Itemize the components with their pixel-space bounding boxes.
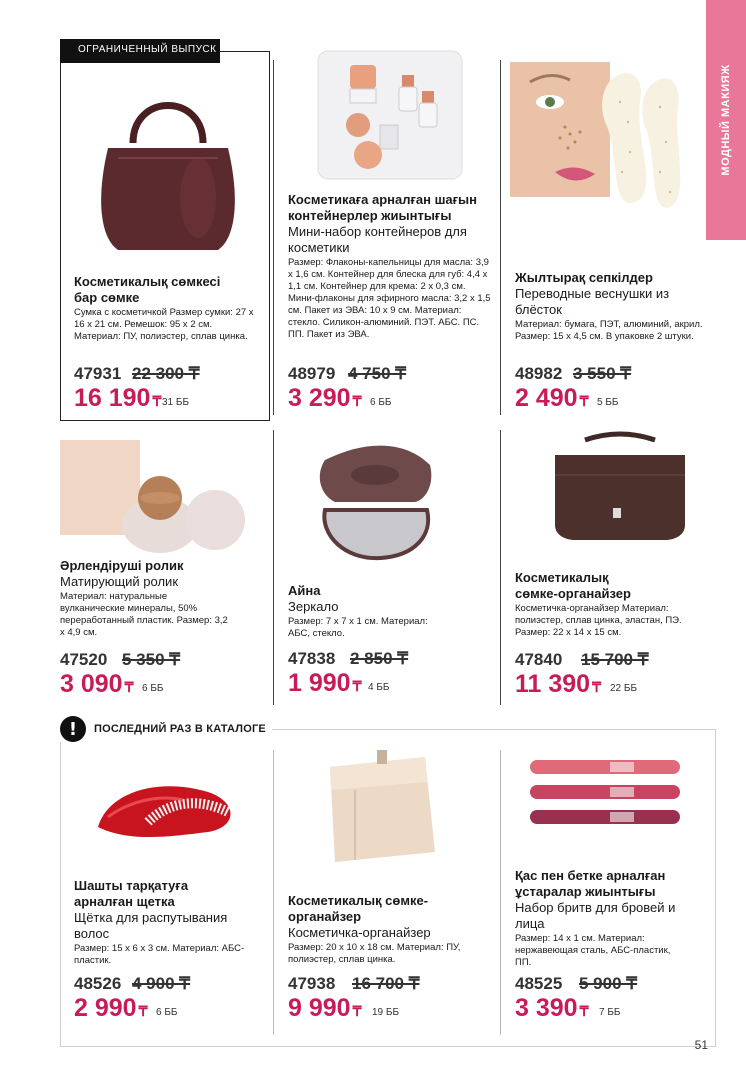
product-title-kz: Қас пен бетке арналған ұстаралар жиынтығы xyxy=(515,868,666,899)
limited-edition-badge: ОГРАНИЧЕННЫЙ ВЫПУСК xyxy=(60,39,220,63)
currency-icon: ₸ xyxy=(124,679,134,695)
product-price xyxy=(515,994,588,1023)
product-card[interactable] xyxy=(515,270,725,415)
product-title-ru: Набор бритв для бровей и лица xyxy=(515,900,676,931)
section-tab-label: МОДНЫЙ МАКИЯЖ xyxy=(720,64,732,176)
currency-icon: ₸ xyxy=(352,1003,362,1019)
column-divider xyxy=(273,430,274,705)
product-price xyxy=(288,384,361,413)
product-card[interactable] xyxy=(74,878,284,1028)
mini-containers-image xyxy=(310,45,470,185)
price-value: 3 090 xyxy=(60,670,123,698)
old-price: 15 700 ₸ xyxy=(581,650,649,669)
currency-icon: ₸ xyxy=(352,678,362,694)
old-price: 5 350 ₸ xyxy=(122,650,181,669)
product-title-kz: Шашты тарқатуға арналған щетка xyxy=(74,878,189,909)
bonus-points: 4 ББ xyxy=(368,682,390,693)
product-price xyxy=(515,384,588,413)
product-card[interactable] xyxy=(60,558,270,703)
last-chance-badge xyxy=(60,716,272,742)
section-tab[interactable] xyxy=(706,0,746,240)
price-value: 2 990 xyxy=(74,994,137,1022)
handbag-image xyxy=(88,88,248,258)
product-title-ru: Переводные веснушки из блёсток xyxy=(515,286,670,317)
product-title-kz: Косметикаға арналған шағын контейнерлер жиынтығы xyxy=(288,192,478,223)
currency-icon: ₸ xyxy=(592,679,602,695)
product-price xyxy=(74,994,147,1023)
column-divider xyxy=(500,750,501,1035)
product-description: Размер: Флаконы-капельницы для масла: 3,9 х 1,6 см. Контейнер для блеска для губ: 4,4 х 1,1 см. Контейнер для крема: 2 х 0,3 см. Мини-флаконы для эфирного масла: 3,2 х 1,5 см. Пакет из ЭВА: 10 х 9 см. Материал: стекло. Силикон-алюминий. ПЭТ. АБС. ПС. ПП. Пакет из ЭВА. xyxy=(288,257,491,340)
bonus-points: 31 ББ xyxy=(162,397,190,408)
old-price: 5 900 ₸ xyxy=(579,974,638,993)
product-card[interactable] xyxy=(515,868,725,1028)
product-title-ru: Косметичка-органайзер xyxy=(288,925,431,940)
product-title-ru: Щётка для распутывания волос xyxy=(74,910,228,941)
product-code: 47840 xyxy=(515,650,563,669)
product-card[interactable] xyxy=(288,583,498,703)
old-price: 4 900 ₸ xyxy=(132,974,191,993)
price-value: 1 990 xyxy=(288,669,351,697)
product-code: 47520 xyxy=(60,650,108,669)
product-description: Размер: 20 х 10 х 18 см. Материал: ПУ, полиэстер, сплав цинка. xyxy=(288,942,461,965)
bonus-points: 7 ББ xyxy=(599,1007,621,1018)
bonus-points: 5 ББ xyxy=(597,397,619,408)
razors-set-image xyxy=(520,755,690,835)
product-code: 48982 xyxy=(515,364,563,383)
bonus-points: 19 ББ xyxy=(372,1007,400,1018)
price-value: 11 390 xyxy=(515,670,591,698)
product-code: 48526 xyxy=(74,974,122,993)
price-value: 16 190 xyxy=(74,384,151,412)
product-price xyxy=(515,670,601,699)
product-description: Размер: 14 х 1 см. Материал: нержавеющая сталь, АБС-пластик, ПП. xyxy=(515,933,671,968)
product-description: Сумка с косметичкой Размер сумки: 27 х 16 х 21 см. Ремешок: 95 х 2 см. Материал: ПУ, полиэстер, сплав цинка. xyxy=(74,307,254,342)
product-title-ru: Мини-набор контейнеров для косметики xyxy=(288,224,467,255)
product-code: 47838 xyxy=(288,649,336,668)
bonus-points: 6 ББ xyxy=(370,397,392,408)
glitter-freckles-image xyxy=(510,62,690,222)
product-description: Косметичка-органайзер Материал: полиэстер, сплав цинка, эластан, ПЭ. Размер: 22 х 14 х 15 см. xyxy=(515,603,682,638)
bonus-points: 6 ББ xyxy=(142,683,164,694)
product-title-kz: Косметикалық сөмке-органайзер xyxy=(515,570,631,601)
product-price xyxy=(74,384,161,413)
product-code: 47938 xyxy=(288,974,336,993)
product-price xyxy=(288,669,361,698)
column-divider xyxy=(500,430,501,705)
bonus-points: 22 ББ xyxy=(610,683,638,694)
product-code: 47931 xyxy=(74,364,122,383)
mattifying-roller-image xyxy=(60,440,260,555)
product-card[interactable] xyxy=(288,893,498,1028)
price-value: 9 990 xyxy=(288,994,351,1022)
product-card[interactable] xyxy=(515,570,725,703)
product-price xyxy=(60,670,133,699)
column-divider xyxy=(500,60,501,415)
old-price: 3 550 ₸ xyxy=(573,364,632,383)
product-description: Размер: 7 х 7 х 1 см. Материал: АБС, стекло. xyxy=(288,616,428,639)
currency-icon: ₸ xyxy=(152,393,162,409)
product-code: 48979 xyxy=(288,364,336,383)
old-price: 16 700 ₸ xyxy=(352,974,420,993)
beige-organizer-image xyxy=(315,742,445,872)
detangling-brush-image xyxy=(88,772,248,847)
product-title-kz: Жылтырақ сепкілдер xyxy=(515,270,653,285)
product-title-kz: Айна xyxy=(288,583,321,598)
organizer-bag-image xyxy=(545,430,695,545)
product-title-ru: Матирующий ролик xyxy=(60,574,179,589)
old-price: 22 300 ₸ xyxy=(132,364,200,383)
page-number: 51 xyxy=(694,1038,708,1052)
currency-icon: ₸ xyxy=(138,1003,148,1019)
product-title-ru: Зеркало xyxy=(288,599,339,614)
product-price xyxy=(288,994,361,1023)
product-title-kz: Косметикалық сөмкесі бар сөмке xyxy=(74,274,221,305)
product-card[interactable] xyxy=(74,274,284,414)
currency-icon: ₸ xyxy=(579,1003,589,1019)
exclamation-icon: ! xyxy=(60,716,86,742)
price-value: 2 490 xyxy=(515,384,578,412)
product-title-kz: Косметикалық сөмке-органайзер xyxy=(288,893,429,924)
price-value: 3 390 xyxy=(515,994,578,1022)
product-title-kz: Әрлендіруші ролик xyxy=(60,558,184,573)
price-value: 3 290 xyxy=(288,384,351,412)
currency-icon: ₸ xyxy=(352,393,362,409)
currency-icon: ₸ xyxy=(579,393,589,409)
old-price: 4 750 ₸ xyxy=(348,364,407,383)
product-description: Размер: 15 х 6 х 3 см. Материал: АБС-пластик. xyxy=(74,943,245,966)
product-card[interactable] xyxy=(288,192,498,414)
product-code: 48525 xyxy=(515,974,563,993)
product-description: Материал: натуральные вулканические минералы, 50% переработанный пластик. Размер: 3,2 х 4,9 см. xyxy=(60,591,228,638)
mirror-image xyxy=(305,440,445,570)
bonus-points: 6 ББ xyxy=(156,1007,178,1018)
old-price: 2 850 ₸ xyxy=(350,649,409,668)
last-chance-label: ПОСЛЕДНИЙ РАЗ В КАТАЛОГЕ xyxy=(94,723,266,735)
product-description: Материал: бумага, ПЭТ, алюминий, акрил. Размер: 15 х 4,5 см. В упаковке 2 штуки. xyxy=(515,319,703,342)
